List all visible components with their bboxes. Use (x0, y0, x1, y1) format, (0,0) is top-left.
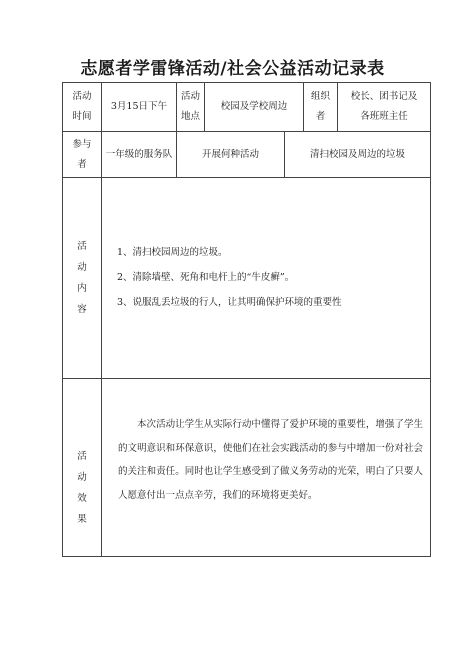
activity-place-value: 校园及学校周边 (220, 101, 288, 112)
effect-label-char: 果 (77, 513, 87, 525)
activity-time-label-line1: 活动 (72, 91, 92, 102)
content-label-char: 内 (77, 283, 87, 294)
organizer-value (338, 83, 430, 131)
activity-place-label-line1: 活动 (180, 91, 200, 102)
content-label-char: 活 (77, 241, 87, 252)
organizer-label (304, 83, 337, 131)
activity-place-label (177, 83, 204, 131)
effect-label-char: 活 (77, 450, 87, 462)
content-item: 2、清除墙壁、死角和电杆上的“牛皮癣”。 (117, 272, 295, 283)
participant-label (63, 132, 101, 177)
content-item: 1、清扫校园周边的垃圾。 (117, 247, 228, 258)
content-label-char: 容 (77, 304, 87, 315)
activity-type-value: 清扫校园及周边的垃圾 (309, 148, 405, 160)
participant-label-line2: 者 (77, 158, 87, 170)
row-divider (62, 177, 431, 178)
table-border-bottom (62, 556, 431, 557)
activity-type-label: 开展何种活动 (201, 148, 259, 160)
organizer-value-line2: 各班班主任 (360, 111, 408, 122)
organizer-value-line1: 校长、团书记及 (350, 91, 418, 102)
activity-time-label (63, 83, 101, 131)
effect-label-char: 动 (77, 471, 87, 483)
effect-text: 本次活动让学生从实际行动中懂得了爱护环境的重要性，增强了学生的文明意识和环保意识，使他们在社会实践活动的参与中增加一份对社会的关注和责任。同时也让学生感受到了做义务劳动的光荣，明白了只要人人愿意付出一点点辛劳，我们的环境将更美好。 (118, 419, 423, 501)
activity-time-label-line2: 时间 (72, 111, 92, 122)
activity-time-value: 3月15日下午 (110, 101, 168, 112)
table-border-right (430, 82, 431, 557)
effect-label-char: 效 (77, 492, 87, 504)
effect-label (63, 379, 101, 556)
content-label (63, 178, 101, 378)
organizer-label-line2: 者 (315, 111, 326, 122)
participant-label-line1: 参与 (72, 138, 92, 150)
row-divider (62, 378, 431, 379)
content-label-char: 动 (77, 262, 87, 273)
participant-value: 一年级的服务队 (105, 148, 173, 160)
organizer-label-line1: 组织 (310, 91, 330, 102)
content-list (117, 240, 422, 315)
form-title: 志愿者学雷锋活动/社会公益活动记录表 (80, 59, 385, 79)
activity-place-label-line2: 地点 (180, 111, 200, 122)
content-item: 3、说服乱丢垃圾的行人，让其明确保护环境的重要性 (117, 297, 342, 308)
